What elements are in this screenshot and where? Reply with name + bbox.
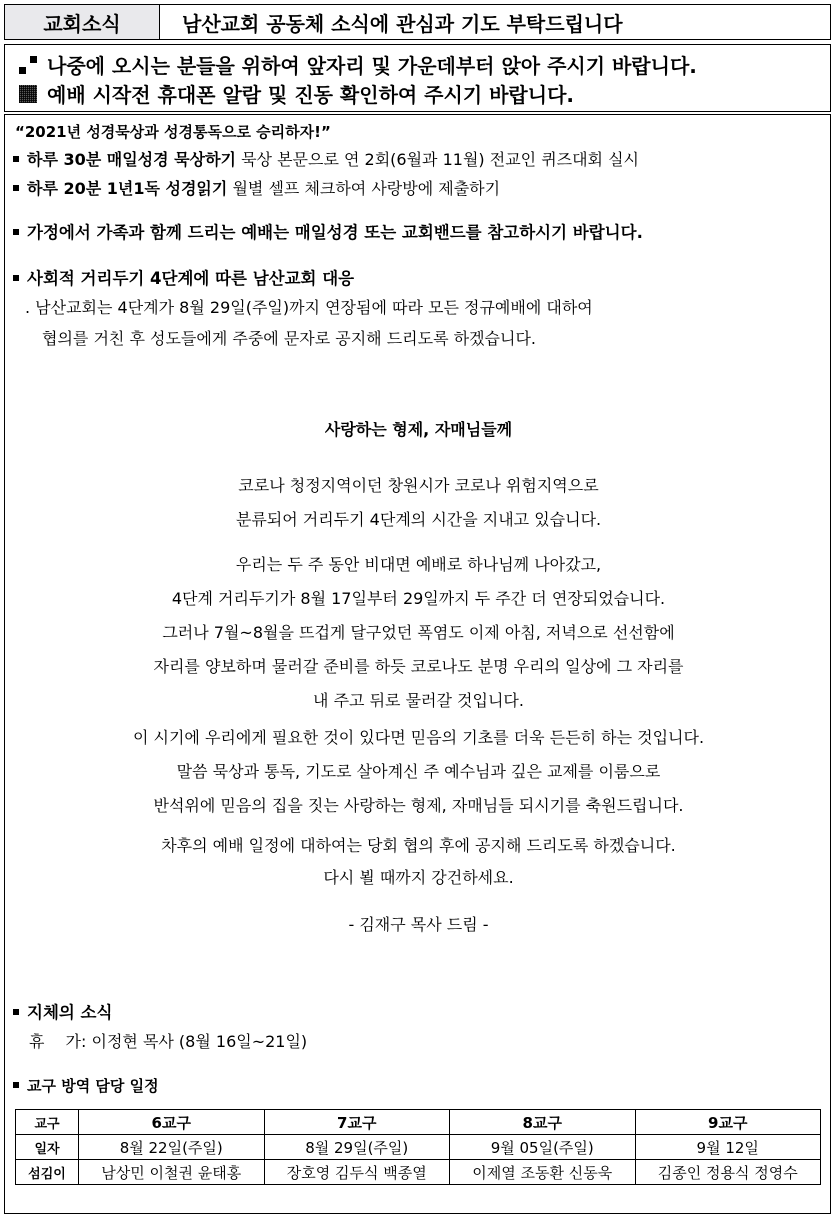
servers-cell: 이제열 조동환 신동욱 xyxy=(450,1160,636,1185)
staff-vacation xyxy=(29,1029,307,1052)
bullet-icon xyxy=(13,229,19,235)
district-cell: 8교구 xyxy=(450,1110,636,1135)
letter-signature: - 김재구 목사 드림 - xyxy=(348,915,489,934)
main-content xyxy=(4,114,831,1214)
notice-box xyxy=(4,44,831,112)
distancing-heading-text: 사회적 거리두기 4단계에 따른 남산교회 대응 xyxy=(27,269,355,288)
servers-cell: 장호영 김두식 백종열 xyxy=(264,1160,450,1185)
letter-line: 다시 뵐 때까지 강건하세요. xyxy=(323,868,514,887)
date-cell: 9월 12일 xyxy=(635,1135,821,1160)
header-bar xyxy=(4,4,831,40)
dotted-square-icon xyxy=(19,85,37,103)
notice-phone-text: 예배 시작전 휴대폰 알람 및 진동 확인하여 주시기 바랍니다. xyxy=(47,83,574,107)
letter-line: 우리는 두 주 동안 비대면 예배로 하나님께 나아갔고, xyxy=(235,555,602,574)
bible-item xyxy=(11,147,639,170)
staff-text: 이정현 목사 (8월 16일~21일) xyxy=(91,1032,308,1051)
bullet-icon xyxy=(13,1009,19,1015)
table-row xyxy=(16,1110,821,1135)
quarter-squares-icon xyxy=(19,56,37,74)
row-label: 교구 xyxy=(16,1110,79,1135)
table-row xyxy=(16,1160,821,1185)
letter-line: 이 시기에 우리에게 필요한 것이 있다면 믿음의 기초를 더욱 든든히 하는 것입니다. xyxy=(132,728,705,747)
notice-phone xyxy=(19,79,574,108)
page-title: 남산교회 공동체 소식에 관심과 기도 부탁드립니다 xyxy=(182,11,623,36)
letter-line: 분류되어 거리두기 4단계의 시간을 지내고 있습니다. xyxy=(235,510,602,529)
table-row xyxy=(16,1135,821,1160)
date-cell: 8월 29일(주일) xyxy=(264,1135,450,1160)
staff-label: 휴 가: xyxy=(29,1032,87,1051)
bible-item-bold: 하루 30분 매일성경 묵상하기 xyxy=(27,150,236,169)
family-worship-notice xyxy=(11,219,643,243)
bullet-icon xyxy=(13,156,19,162)
notice-seating-text: 나중에 오시는 분들을 위하여 앞자리 및 가운데부터 앉아 주시기 바랍니다. xyxy=(47,54,697,78)
bible-item-text: 월별 셀프 체크하여 사랑방에 제출하기 xyxy=(227,179,501,198)
family-worship-text: 가정에서 가족과 함께 드리는 예배는 매일성경 또는 교회밴드를 참고하시기 바랍니다. xyxy=(27,223,643,242)
letter-salutation: 사랑하는 형제, 자매님들께 xyxy=(324,420,513,439)
letter-line: 차후의 예배 일정에 대하여는 당회 협의 후에 공지해 드리도록 하겠습니다. xyxy=(161,836,676,855)
bible-slogan: “2021년 성경묵상과 성경통독으로 승리하자!” xyxy=(15,123,331,141)
schedule-heading xyxy=(11,1075,159,1096)
schedule-table xyxy=(15,1109,821,1185)
notice-seating xyxy=(19,50,697,79)
staff-heading xyxy=(11,999,112,1023)
staff-heading-text: 지체의 소식 xyxy=(27,1003,113,1022)
servers-cell: 김종인 정용식 정영수 xyxy=(635,1160,821,1185)
date-cell: 9월 05일(주일) xyxy=(450,1135,636,1160)
letter-line: 내 주고 뒤로 물러갈 것입니다. xyxy=(313,691,524,710)
district-cell: 6교구 xyxy=(79,1110,265,1135)
section-tag: 교회소식 xyxy=(5,5,160,39)
distancing-line: . 남산교회는 4단계가 8월 29일(주일)까지 연장됨에 따라 모든 정규예배에 대하여 xyxy=(25,298,593,317)
bible-item-text: 묵상 본문으로 연 2회(6월과 11월) 전교인 퀴즈대회 실시 xyxy=(236,150,640,169)
row-label: 섬김이 xyxy=(16,1160,79,1185)
schedule-heading-text: 교구 방역 담당 일정 xyxy=(27,1077,159,1095)
letter-line: 4단계 거리두기가 8월 17일부터 29일까지 두 주간 더 연장되었습니다. xyxy=(171,589,666,608)
district-cell: 7교구 xyxy=(264,1110,450,1135)
distancing-heading xyxy=(11,265,354,289)
letter-line: 그러나 7월~8월을 뜨겁게 달구었던 폭염도 이제 아침, 저녁으로 선선함에 xyxy=(162,623,675,642)
bullet-icon xyxy=(13,1082,19,1088)
bullet-icon xyxy=(13,185,19,191)
bullet-icon xyxy=(13,275,19,281)
letter-line: 자리를 양보하며 물러갈 준비를 하듯 코로나도 분명 우리의 일상에 그 자리를 xyxy=(153,657,684,676)
date-cell: 8월 22일(주일) xyxy=(79,1135,265,1160)
row-label: 일자 xyxy=(16,1135,79,1160)
district-cell: 9교구 xyxy=(635,1110,821,1135)
bible-item xyxy=(11,176,500,199)
servers-cell: 남상민 이철권 윤태홍 xyxy=(79,1160,265,1185)
letter-line: 코로나 청정지역이던 창원시가 코로나 위험지역으로 xyxy=(238,476,599,495)
distancing-line: 협의를 거친 후 성도들에게 주중에 문자로 공지해 드리도록 하겠습니다. xyxy=(42,329,536,348)
letter-line: 말씀 묵상과 통독, 기도로 살아계신 주 예수님과 깊은 교제를 이룸으로 xyxy=(176,762,661,781)
bible-item-bold: 하루 20분 1년1독 성경읽기 xyxy=(27,179,228,198)
letter-line: 반석위에 믿음의 집을 짓는 사랑하는 형제, 자매님들 되시기를 축원드립니다. xyxy=(153,796,684,815)
